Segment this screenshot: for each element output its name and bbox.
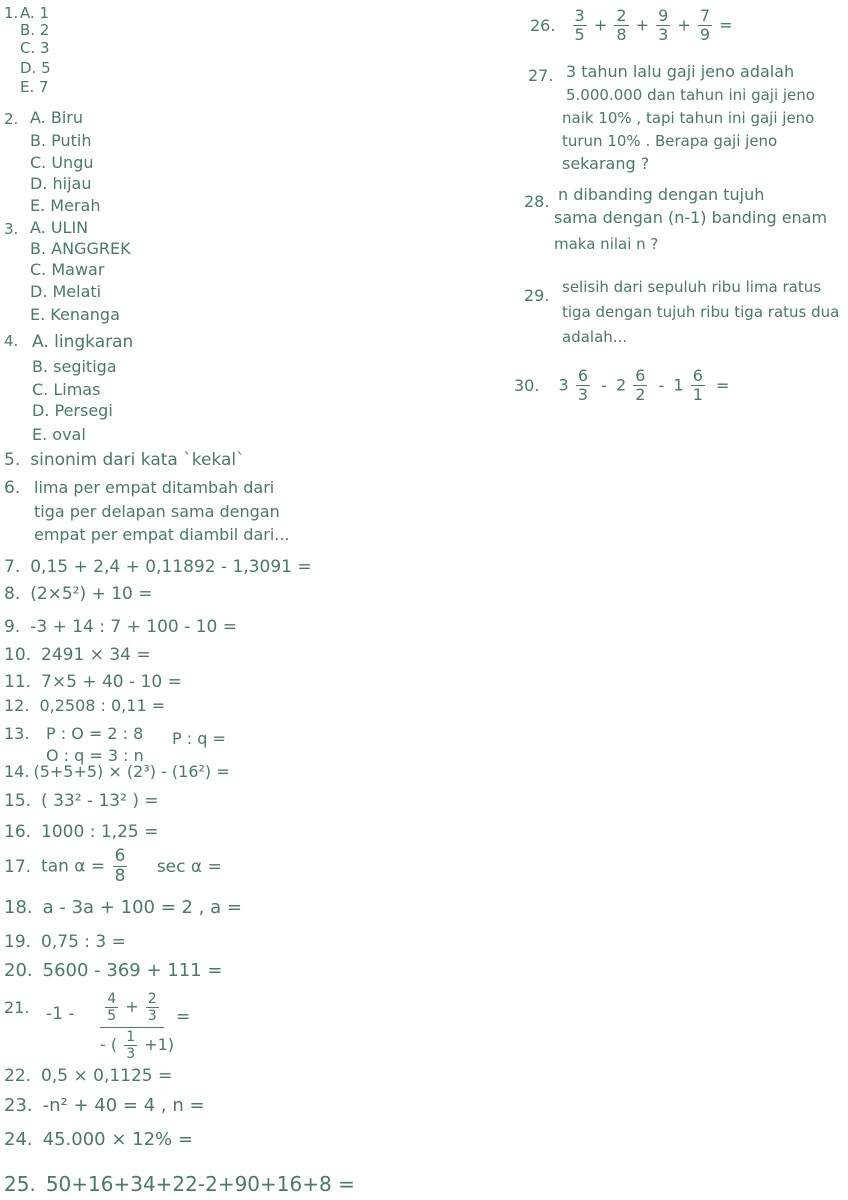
q29-line-1: selisih dari sepuluh ribu lima ratus	[562, 278, 822, 296]
q11	[4, 674, 182, 691]
q13-ratio-1: P : O = 2 : 8	[46, 724, 144, 743]
q30-whole-3: 1	[673, 375, 684, 395]
q18	[4, 899, 242, 917]
q5-number: 5.	[4, 450, 21, 470]
q17-tan: tan α =	[41, 856, 106, 877]
q8-expression: (2×5²) + 10 =	[30, 584, 153, 604]
q30-minus-1: -	[601, 375, 607, 395]
q4-option-c: C. Limas	[32, 380, 101, 399]
q3-option-d: D. Melati	[30, 282, 102, 301]
q30-minus-2: -	[658, 375, 665, 395]
q26-f3-numerator: 9	[658, 6, 669, 25]
q27-line-1: 3 tahun lalu gaji jeno adalah	[566, 62, 795, 81]
q14-number: 14.	[4, 762, 30, 781]
q3-option-a: A. ULIN	[30, 218, 89, 237]
q26-f2-numerator: 2	[616, 6, 627, 25]
q4-option-e: E. oval	[32, 425, 86, 444]
q29-number: 29.	[524, 286, 550, 305]
q26-fraction-4	[698, 8, 712, 43]
q11-number: 11.	[4, 672, 32, 692]
q29-line-3: adalah...	[562, 328, 628, 346]
q22-number: 22.	[4, 1066, 32, 1086]
q17-number: 17.	[4, 856, 32, 877]
q26-f4-denominator: 9	[699, 25, 711, 44]
q27-line-3: naik 10% , tapi tahun ini gaji jeno	[562, 109, 815, 127]
q30-f3-numerator: 6	[692, 366, 703, 385]
q11-expression: 7×5 + 40 - 10 =	[41, 672, 182, 692]
q21-a-denominator: 5	[107, 1008, 117, 1024]
q27-line-2: 5.000.000 dan tahun ini gaji jeno	[566, 86, 815, 104]
q26-f4-numerator: 7	[699, 6, 711, 25]
q13-question: P : q =	[172, 729, 226, 748]
q2-option-d: D. hijau	[30, 174, 92, 193]
q26-fraction-3	[656, 8, 670, 43]
q30-fraction-2	[633, 368, 647, 403]
q26-f2-denominator: 8	[616, 25, 627, 44]
q10-number: 10.	[4, 645, 32, 665]
q21-main-numerator	[100, 992, 164, 1028]
q28-line-2: sama dengan (n-1) banding enam	[554, 208, 828, 227]
q21-den-close: +1)	[144, 1035, 175, 1054]
q21-fraction-b	[146, 992, 159, 1023]
q27-line-4: turun 10% . Berapa gaji jeno	[562, 132, 778, 150]
q18-expression: a - 3a + 100 = 2 , a =	[42, 897, 242, 918]
q21-number: 21.	[4, 998, 30, 1017]
q26-equals: =	[719, 15, 733, 35]
q27-number: 27.	[528, 66, 554, 85]
q8	[4, 586, 153, 603]
q2-option-c: C. Ungu	[30, 153, 94, 172]
q26-plus-3: +	[677, 15, 691, 35]
q22-expression: 0,5 × 0,1125 =	[41, 1066, 173, 1086]
q17-sec: sec α =	[156, 856, 222, 877]
q19	[4, 934, 126, 951]
q1-option-a: A. 1	[20, 4, 50, 22]
q7	[4, 559, 312, 576]
q21-fraction-c	[124, 1030, 137, 1061]
q10	[4, 647, 151, 664]
q19-number: 19.	[4, 932, 32, 952]
q21-fraction-a	[105, 992, 118, 1023]
q27-line-5: sekarang ?	[562, 154, 650, 173]
q26-fraction-2	[614, 8, 628, 43]
q24-expression: 45.000 × 12% =	[42, 1129, 193, 1150]
q19-expression: 0,75 : 3 =	[41, 932, 126, 952]
q30-f2-denominator: 2	[635, 385, 646, 404]
q23-expression: -n² + 40 = 4 , n =	[42, 1095, 205, 1116]
q6-line-2: tiga per delapan sama dengan	[34, 502, 280, 521]
q12	[4, 698, 165, 714]
q28-line-3: maka nilai n ?	[554, 235, 659, 253]
q3-option-e: E. Kenanga	[30, 305, 120, 324]
q1-option-d: D. 5	[20, 59, 51, 77]
q28-number: 28.	[524, 192, 550, 211]
q15	[4, 793, 159, 810]
q26-number: 26.	[530, 15, 556, 35]
q9-expression: -3 + 14 : 7 + 100 - 10 =	[30, 617, 237, 637]
q26	[530, 8, 733, 43]
q15-expression: ( 33² - 13² ) =	[41, 791, 159, 811]
q29-line-2: tiga dengan tujuh ribu tiga ratus dua	[562, 303, 840, 321]
q14	[4, 764, 230, 780]
q20	[4, 962, 222, 980]
q16-expression: 1000 : 1,25 =	[41, 822, 159, 842]
q16-number: 16.	[4, 822, 32, 842]
q16	[4, 824, 158, 841]
q12-expression: 0,2508 : 0,11 =	[39, 696, 166, 715]
q4-option-b: B. segitiga	[32, 357, 117, 376]
q4-number: 4.	[4, 332, 19, 350]
q21-c-denominator: 3	[126, 1046, 136, 1062]
q3-option-b: B. ANGGREK	[30, 239, 131, 258]
q26-plus-2: +	[635, 15, 650, 35]
q30-f2-numerator: 6	[635, 366, 646, 385]
q24	[4, 1131, 193, 1149]
q21-main-denominator	[100, 1029, 175, 1062]
q30-fraction-1	[576, 368, 590, 403]
q17-denominator: 8	[114, 866, 126, 886]
q1-option-c: C. 3	[20, 39, 50, 57]
q21-c-numerator: 1	[126, 1029, 136, 1045]
q12-number: 12.	[4, 696, 30, 715]
q9-number: 9.	[4, 617, 21, 637]
q30-f3-denominator: 1	[692, 385, 703, 404]
q1-number: 1.	[4, 4, 19, 22]
q10-expression: 2491 × 34 =	[41, 645, 151, 665]
q21-plus: +	[125, 997, 139, 1016]
q2-option-e: E. Merah	[30, 196, 101, 215]
q21-b-denominator: 3	[147, 1008, 157, 1024]
q22	[4, 1068, 172, 1085]
q17	[4, 848, 222, 885]
q5	[4, 452, 245, 469]
q26-fraction-1	[573, 8, 587, 43]
q24-number: 24.	[4, 1129, 33, 1150]
q25-number: 25.	[4, 1172, 36, 1196]
q1-option-e: E. 7	[20, 78, 49, 96]
q30-whole-1: 3	[558, 375, 569, 395]
q21-den-open: - (	[100, 1035, 118, 1054]
q13-ratio-2: O : q = 3 : n	[46, 746, 144, 765]
q17-fraction	[113, 848, 128, 885]
q7-expression: 0,15 + 2,4 + 0,11892 - 1,3091 =	[30, 557, 312, 577]
q6-number: 6.	[4, 478, 21, 498]
q3-option-c: C. Mawar	[30, 260, 105, 279]
q2-option-a: A. Biru	[30, 108, 83, 127]
q20-expression: 5600 - 369 + 111 =	[42, 960, 223, 981]
q23	[4, 1097, 205, 1115]
q4-option-a: A. lingkaran	[32, 332, 134, 352]
q30-f1-denominator: 3	[577, 385, 589, 404]
q30-fraction-3	[691, 368, 705, 403]
q4-option-d: D. Persegi	[32, 401, 113, 420]
q30	[514, 368, 729, 403]
q7-number: 7.	[4, 557, 21, 577]
q21-equals: =	[176, 1007, 191, 1027]
q26-f1-numerator: 3	[574, 6, 585, 25]
q25-expression: 50+16+34+22-2+90+16+8 =	[45, 1172, 355, 1196]
q26-plus-1: +	[593, 15, 608, 35]
q30-whole-2: 2	[615, 375, 627, 395]
q30-number: 30.	[514, 375, 540, 395]
q14-expression: (5+5+5) × (2³) - (16²) =	[33, 762, 230, 781]
q15-number: 15.	[4, 791, 32, 811]
q17-numerator: 6	[114, 846, 126, 866]
q23-number: 23.	[4, 1095, 33, 1116]
q8-number: 8.	[4, 584, 21, 604]
q26-f3-denominator: 3	[658, 25, 669, 44]
q6-line-1: lima per empat ditambah dari	[34, 478, 275, 497]
q30-f1-numerator: 6	[577, 366, 589, 385]
q2-option-b: B. Putih	[30, 131, 92, 150]
q5-text: sinonim dari kata `kekal`	[30, 450, 245, 470]
q25	[4, 1174, 355, 1194]
q20-number: 20.	[4, 960, 33, 981]
q2-number: 2.	[4, 110, 19, 128]
q6-line-3: empat per empat diambil dari...	[34, 525, 290, 544]
q28-line-1: n dibanding dengan tujuh	[558, 185, 765, 204]
q13-number: 13.	[4, 724, 30, 743]
q3-number: 3.	[4, 220, 19, 238]
q9	[4, 619, 237, 636]
q26-f1-denominator: 5	[574, 25, 585, 44]
q21-b-numerator: 2	[147, 991, 157, 1007]
q21-a-numerator: 4	[107, 991, 117, 1007]
q18-number: 18.	[4, 897, 33, 918]
q1-option-b: B. 2	[20, 21, 50, 39]
q21-prefix: -1 -	[46, 1004, 75, 1024]
q30-equals: =	[715, 375, 730, 395]
